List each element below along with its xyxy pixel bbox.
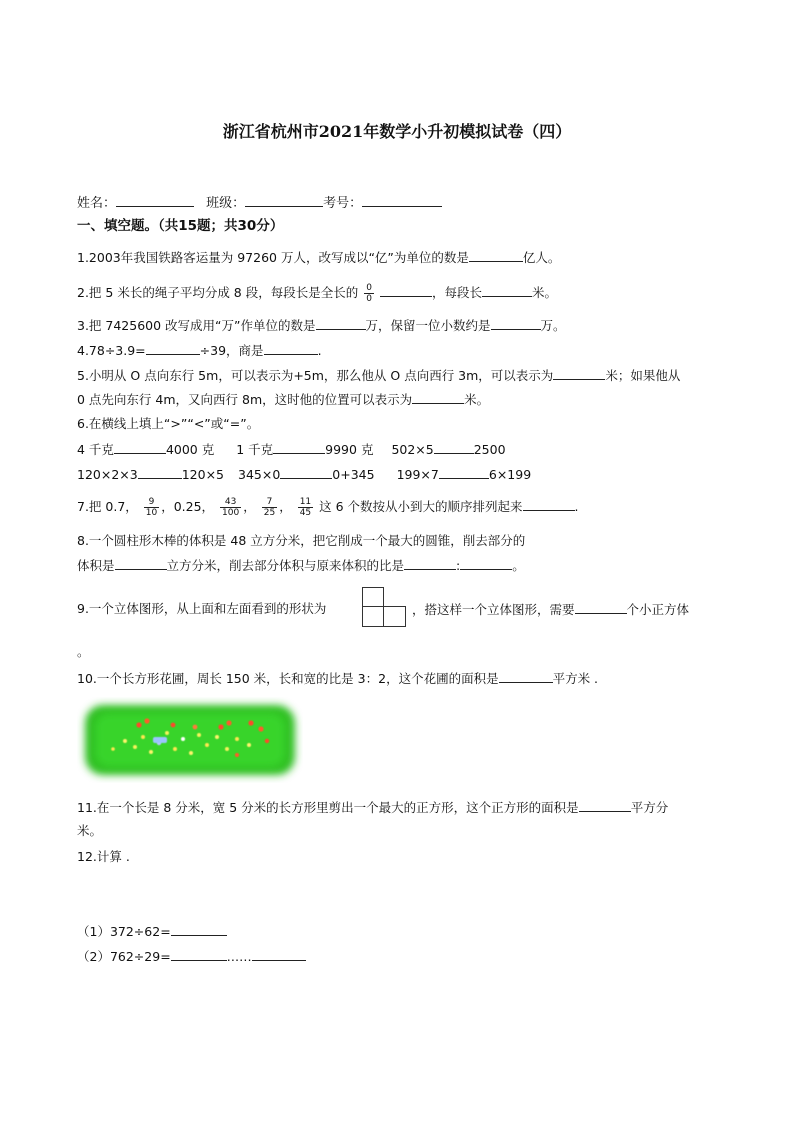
- q7-sep: ，: [243, 499, 256, 514]
- q7-blank[interactable]: [523, 498, 575, 511]
- question-6-row-1: [77, 441, 506, 458]
- question-5-line-2: [77, 391, 489, 408]
- q11-blank[interactable]: [579, 799, 631, 812]
- q8-blank-1[interactable]: [115, 557, 167, 570]
- q7-sep: ，0.25，: [161, 499, 215, 514]
- q2-blank-1[interactable]: [380, 284, 432, 297]
- question-8-line-2: [77, 557, 525, 574]
- q3-text-2: 万，保留一位小数约是: [365, 318, 491, 333]
- q6-item: 0+345: [332, 467, 375, 482]
- q3-blank-2[interactable]: [491, 317, 541, 330]
- question-10: [77, 670, 598, 687]
- q4-blank-1[interactable]: [146, 342, 200, 355]
- flower-garden-image: [77, 697, 303, 783]
- q9-shape-figure: [362, 587, 408, 627]
- q12-s2-text: （2）762÷29=: [77, 949, 171, 964]
- q9-unit: 个小正方体: [626, 602, 690, 617]
- q2-text-2: ，每段长: [431, 285, 482, 300]
- q5-blank-1[interactable]: [553, 367, 605, 380]
- q7-fraction: $\frac{9}{10}$: [145, 497, 158, 518]
- q7-sep: ，: [279, 499, 292, 514]
- q7-text-2: 这 6 个数按从小到大的顺序排列起来: [319, 499, 523, 514]
- q7-end: .: [574, 499, 579, 514]
- question-7: [77, 497, 579, 518]
- question-1: [77, 249, 560, 266]
- question-11-line-2: 米。: [77, 823, 103, 838]
- q8-end: 。: [512, 558, 525, 573]
- q6-item: 4 千克: [77, 442, 114, 457]
- q3-unit: 万。: [540, 318, 566, 333]
- q9-text-2: ，搭这样一个立体图形，需要: [412, 602, 575, 617]
- q3-blank-1[interactable]: [316, 317, 366, 330]
- figure-square: [383, 606, 406, 627]
- class-blank[interactable]: [245, 194, 323, 207]
- q5-text-2: 米；如果他从: [605, 368, 681, 383]
- q6-blank[interactable]: [114, 441, 166, 454]
- question-4: [77, 342, 322, 359]
- q3-text: 3.把 7425600 改写成用“万”作单位的数是: [77, 318, 316, 333]
- q7-text: 7.把 0.7，: [77, 499, 138, 514]
- figure-square: [362, 606, 384, 627]
- q6-blank[interactable]: [280, 466, 332, 479]
- q11-text: 11.在一个长是 8 分米，宽 5 分米的长方形里剪出一个最大的正方形，这个正方形的面积是: [77, 800, 579, 815]
- q8-blank-3[interactable]: [460, 557, 512, 570]
- q6-item: 502×5: [391, 442, 434, 457]
- question-8: 8.一个圆柱形木棒的体积是 48 立方分米，把它削成一个最大的圆锥，削去部分的: [77, 533, 526, 548]
- name-blank[interactable]: [116, 194, 194, 207]
- exam-no-label: 考号：: [323, 196, 363, 211]
- figure-square: [362, 587, 384, 607]
- q7-fraction: $\frac{7}{25}$: [263, 497, 276, 518]
- q12-blank-1[interactable]: [171, 923, 227, 936]
- q10-unit: 平方米 .: [552, 671, 599, 686]
- question-3: [77, 317, 566, 334]
- q6-item: 2500: [473, 442, 506, 457]
- q12-remainder-dots: ……: [226, 949, 252, 964]
- q5-unit: 米。: [464, 392, 490, 407]
- q8-blank-2[interactable]: [404, 557, 456, 570]
- q6-item: 345×0: [238, 467, 281, 482]
- q4-text-2: ÷39，商是: [199, 343, 264, 358]
- q2-blank-2[interactable]: [482, 284, 532, 297]
- q6-blank[interactable]: [439, 466, 489, 479]
- q1-unit: 亿人。: [522, 250, 561, 265]
- q6-item: 4000 克: [165, 442, 215, 457]
- section-heading: 一、填空题。（共15题；共30分）: [77, 218, 284, 234]
- q4-text: 4.78÷3.9=: [77, 343, 146, 358]
- q10-blank[interactable]: [499, 670, 553, 683]
- q4-end: .: [317, 343, 322, 358]
- q6-item: 6×199: [488, 467, 532, 482]
- q2-text: 2.把 5 米长的绳子平均分成 8 段，每段长是全长的: [77, 285, 359, 300]
- q9-blank[interactable]: [575, 601, 627, 614]
- q6-item: 199×7: [396, 467, 439, 482]
- question-6: 6.在横线上填上“>”“<”或“=”。: [77, 416, 260, 431]
- q6-item: 1 千克: [236, 442, 274, 457]
- q12-blank-2[interactable]: [171, 948, 227, 961]
- question-11: [77, 799, 668, 816]
- question-9: [77, 601, 326, 617]
- name-label: 姓名：: [77, 196, 117, 211]
- q12-blank-3[interactable]: [252, 948, 306, 961]
- q9-text: 9.一个立体图形，从上面和左面看到的形状为: [77, 601, 327, 616]
- q5-text-3: 0 点先向东行 4m，又向西行 8m，这时他的位置可以表示为: [77, 392, 413, 407]
- q5-blank-2[interactable]: [412, 391, 464, 404]
- question-9-right: [412, 601, 689, 618]
- q7-fraction: $\frac{43}{100}$: [222, 497, 240, 518]
- question-12-sub-2: [77, 948, 306, 965]
- question-12-sub-1: [77, 923, 227, 940]
- q12-s1-text: （1）372÷62=: [77, 924, 171, 939]
- q6-blank[interactable]: [138, 466, 182, 479]
- q8-colon: :: [456, 558, 461, 573]
- q11-unit: 平方分: [630, 800, 669, 815]
- q10-text: 10.一个长方形花圃，周长 150 米，长和宽的比是 3：2，这个花圃的面积是: [77, 671, 499, 686]
- q2-fraction: $\frac{0}{0}$: [366, 283, 372, 304]
- q2-unit: 米。: [531, 285, 557, 300]
- class-label: 班级：: [206, 196, 246, 211]
- q4-blank-2[interactable]: [264, 342, 318, 355]
- exam-no-blank[interactable]: [362, 194, 442, 207]
- q6-blank[interactable]: [434, 441, 474, 454]
- question-6-row-2: [77, 466, 531, 483]
- q6-item: 120×2×3: [77, 467, 138, 482]
- q8-text-2: 体积是: [77, 558, 115, 573]
- student-info-row: [77, 192, 442, 211]
- question-9-end: 。: [77, 644, 90, 659]
- q6-blank[interactable]: [273, 441, 325, 454]
- q6-item: 120×5: [181, 467, 225, 482]
- question-5: [77, 367, 680, 384]
- q6-item: 9990 克: [325, 442, 374, 457]
- q1-blank[interactable]: [469, 249, 523, 262]
- q5-text: 5.小明从 O 点向东行 5m，可以表示为+5m，那么他从 O 点向西行 3m，可以表示为: [77, 368, 554, 383]
- question-12: 12.计算 .: [77, 849, 130, 864]
- q8-text-3: 立方分米，削去部分体积与原来体积的比是: [166, 558, 405, 573]
- question-2: [77, 283, 557, 304]
- q1-text: 1.2003年我国铁路客运量为 97260 万人，改写成以“亿”为单位的数是: [77, 250, 469, 265]
- page-title: 浙江省杭州市2021年数学小升初模拟试卷（四）: [222, 122, 572, 141]
- q7-fraction: $\frac{11}{45}$: [299, 497, 312, 518]
